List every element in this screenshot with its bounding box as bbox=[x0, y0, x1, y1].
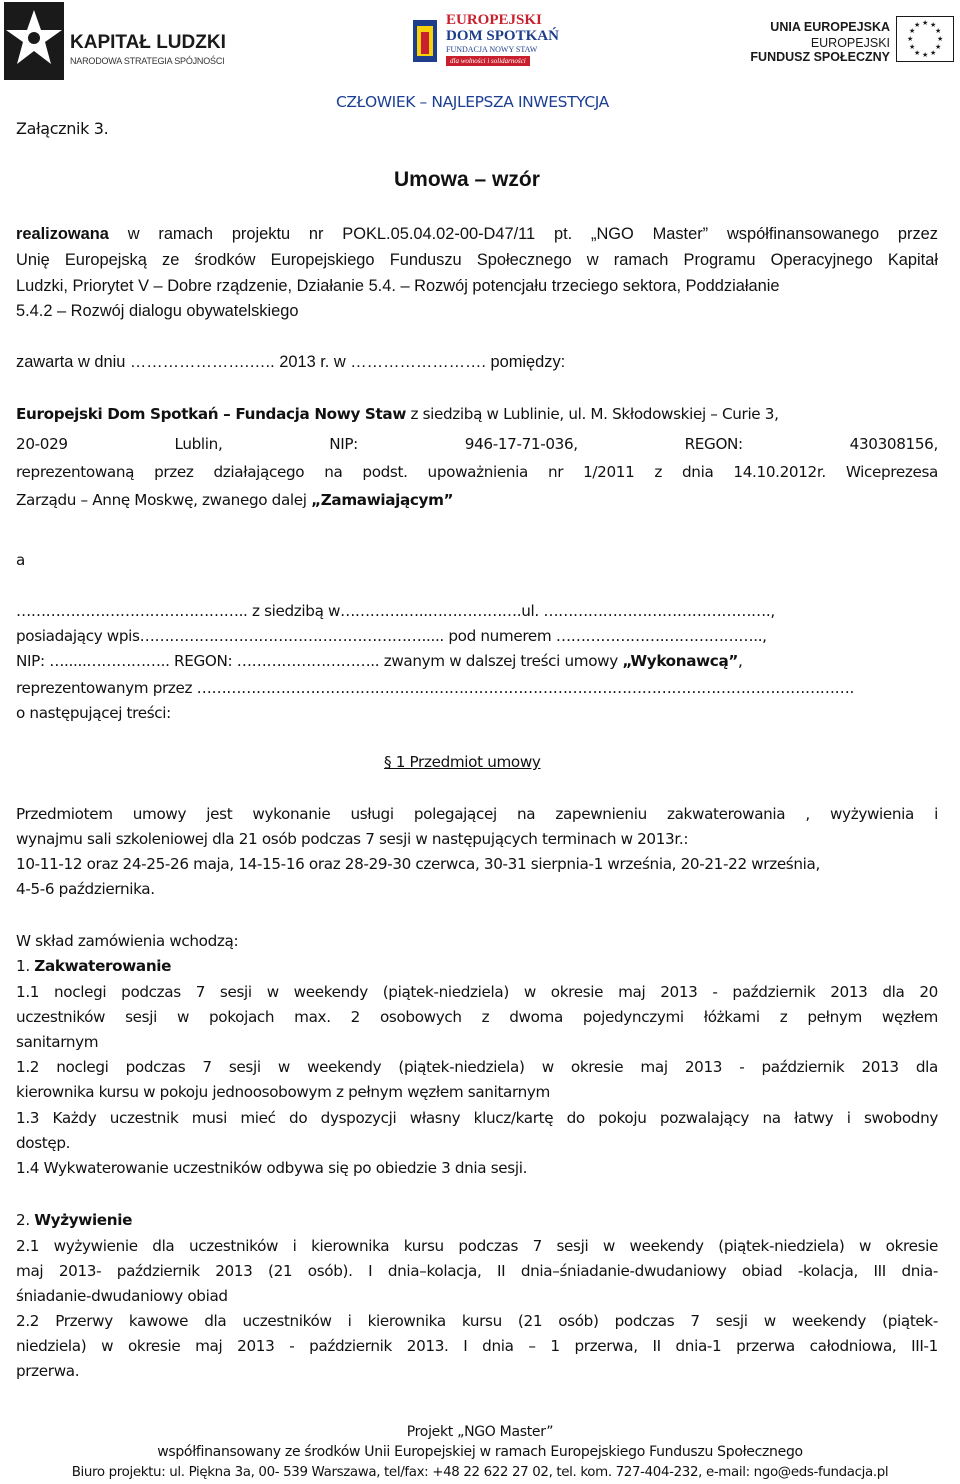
eu-line2: EUROPEJSKI bbox=[810, 36, 890, 50]
party2-ids: NIP: ….....…………….. REGON: ……………………….. zwanym w dalszej treści umowy bbox=[16, 652, 623, 670]
party1-postcode: 20-029 bbox=[16, 435, 68, 453]
party1-line-1 bbox=[16, 403, 779, 425]
svg-text:★: ★ bbox=[914, 21, 921, 29]
party2-line-4: reprezentowanym przez ……………………………………………………………………………………………………………………. bbox=[16, 679, 854, 697]
s1-para-line-4: 4-5-6 października. bbox=[16, 880, 155, 898]
item-2-2-line-1: 2.2 Przerwy kawowe dla uczestników i kierownika kursu (21 osób) podczas 7 sesji w weekendy (piątek- bbox=[16, 1312, 938, 1330]
document-title: Umowa – wzór bbox=[394, 168, 540, 191]
s1-para-line-1: Przedmiotem umowy jest wykonanie usługi polegającej na zapewnieniu zakwaterowania , wyżywienia i bbox=[16, 805, 938, 823]
item-1-heading bbox=[16, 955, 171, 977]
item-2-2-line-3: przerwa. bbox=[16, 1362, 80, 1380]
eu-line1: UNIA EUROPEJSKA bbox=[770, 20, 890, 34]
logo-kapital-ludzki bbox=[4, 2, 244, 80]
svg-text:★: ★ bbox=[907, 35, 914, 43]
party1-line-2 bbox=[16, 433, 938, 455]
party1-city: Lublin, bbox=[174, 435, 223, 453]
party1-line-4-text: Zarządu – Annę Moskwę, zwanego dalej bbox=[16, 491, 312, 509]
footer-cofinancing: współfinansowany ze środków Unii Europejskiej w ramach Europejskiego Funduszu Społecznego bbox=[157, 1444, 803, 1460]
zamawiajacy-term: „Zamawiającym” bbox=[311, 491, 454, 509]
svg-text:★: ★ bbox=[909, 43, 916, 51]
item-1-1-line-1: 1.1 noclegi podczas 7 sesji w weekendy (piątek-niedziela) w okresie maj 2013 - październik 2013 dla 20 bbox=[16, 983, 938, 1001]
item-2-1-line-1: 2.1 wyżywienie dla uczestników i kierownika kursu podczas 7 sesji w weekendy (piątek-niedziela) w okresie bbox=[16, 1237, 938, 1255]
item-2-1-line-3: śniadanie-dwudaniowy obiad bbox=[16, 1287, 228, 1305]
intro-line-2: Unię Europejską ze środków Europejskiego Funduszu Społecznego w ramach Programu Operacyjnego Kapitał bbox=[16, 251, 938, 269]
item-2-heading bbox=[16, 1209, 132, 1231]
party2-line-1: ……………………………………….. z siedzibą w………….…..……………….ul. ………………………………………., bbox=[16, 602, 775, 620]
party1-address: z siedzibą w Lublinie, ul. M. Skłodowskiej – Curie 3, bbox=[406, 405, 779, 423]
footer-project: Projekt „NGO Master” bbox=[406, 1424, 554, 1440]
intro-bold: realizowana bbox=[16, 225, 109, 243]
svg-text:★: ★ bbox=[935, 43, 942, 51]
item-1-2-line-2: kierownika kursu w pokoju jednoosobowym z pełnym węzłem sanitarnym bbox=[16, 1083, 551, 1101]
logo-eu-efs bbox=[750, 14, 956, 64]
svg-text:★: ★ bbox=[937, 35, 944, 43]
s1-para-line-2: wynajmu sali szkoleniowej dla 21 osób podczas 7 sesji w następujących terminach w 2013r.: bbox=[16, 830, 689, 848]
svg-text:★: ★ bbox=[922, 51, 929, 59]
intro-line-4: 5.4.2 – Rozwój dialogu obywatelskiego bbox=[16, 302, 299, 320]
party1-line-3: reprezentowaną przez działającego na podst. upoważnienia nr 1/2011 z dnia 14.10.2012r. Wiceprezesa bbox=[16, 463, 938, 481]
item-1-number: 1. bbox=[16, 957, 35, 975]
slogan: CZŁOWIEK – NAJLEPSZA INWESTYCJA bbox=[336, 93, 609, 111]
item-1-3-line-2: dostęp. bbox=[16, 1134, 71, 1152]
eds-house-icon bbox=[410, 14, 440, 66]
attachment-label: Załącznik 3. bbox=[16, 119, 109, 138]
eu-line3: FUNDUSZ SPOŁECZNY bbox=[750, 50, 890, 64]
eds-line1: EUROPEJSKI bbox=[446, 12, 542, 28]
svg-text:★: ★ bbox=[909, 27, 916, 35]
party1-nip-label: NIP: bbox=[329, 435, 358, 453]
svg-text:★: ★ bbox=[930, 21, 937, 29]
party2-line-3 bbox=[16, 650, 742, 672]
wykonawca-term: „Wykonawcą” bbox=[622, 652, 738, 670]
eu-flag-icon bbox=[896, 16, 954, 62]
party1-name: Europejski Dom Spotkań – Fundacja Nowy Staw bbox=[16, 405, 407, 423]
intro-line-1-text: w ramach projektu nr POKL.05.04.02-00-D47/11 pt. „NGO Master” współfinansowanego przez bbox=[108, 225, 938, 243]
svg-text:★: ★ bbox=[930, 49, 937, 57]
eds-line2: DOM SPOTKAŃ bbox=[446, 28, 559, 44]
party1-regon-value: 430308156, bbox=[849, 435, 938, 453]
item-2-1-line-2: maj 2013- październik 2013 (21 osób). I dnia–kolacja, II dnia–śniadanie-dwudaniowy obiad -kolacja, III dnia- bbox=[16, 1262, 938, 1280]
item-1-1-line-2: uczestników sesji w pokojach max. 2 osobowych z dwoma pojedynczymi łóżkami z pełnym węzłem bbox=[16, 1008, 938, 1026]
footer-contact: Biuro projektu: ul. Piękna 3a, 00- 539 Warszawa, tel/fax: +48 22 622 27 02, tel. kom. 727-404-232, e-mail: ngo@eds-fundacja.pl bbox=[71, 1465, 889, 1480]
kapital-ludzki-star-icon bbox=[4, 2, 64, 80]
scope-intro: W skład zamówienia wchodzą: bbox=[16, 932, 239, 950]
party2-comma: , bbox=[737, 652, 743, 670]
item-1-3-line-1: 1.3 Każdy uczestnik musi mieć do dyspozycji własny klucz/kartę do pokoju pozwalający na łatwy i swobodny bbox=[16, 1109, 938, 1127]
date-line: zawarta w dniu ………………….….. 2013 r. w ……………………. pomiędzy: bbox=[16, 353, 566, 371]
intro-line-3 bbox=[16, 275, 780, 297]
party2-line-2: posiadający wpis…………………………………………………..... pod numerem ………………….……………….., bbox=[16, 627, 767, 645]
item-2-number: 2. bbox=[16, 1211, 35, 1229]
item-2-2-line-2: niedziela) w okresie maj 2013 - październik 2013. I dnia – 1 przerwa, II dnia-1 przerwa całodniowa, III-1 bbox=[16, 1337, 938, 1355]
section-1-heading bbox=[384, 751, 541, 773]
party1-line-4 bbox=[16, 489, 453, 511]
item-1-title: Zakwaterowanie bbox=[34, 957, 172, 975]
kapital-ludzki-title: KAPITAŁ LUDZKI bbox=[70, 32, 226, 53]
item-1-1-line-3: sanitarnym bbox=[16, 1033, 99, 1051]
item-1-4-line-1: 1.4 Wykwaterowanie uczestników odbywa się po obiedzie 3 dnia sesji. bbox=[16, 1159, 528, 1177]
and-connector: a bbox=[16, 551, 25, 569]
item-1-2-line-1: 1.2 noclegi podczas 7 sesji w weekendy (piątek-niedziela) w okresie maj 2013 - październik 2013 dla bbox=[16, 1058, 938, 1076]
party1-regon-label: REGON: bbox=[684, 435, 743, 453]
svg-text:★: ★ bbox=[922, 19, 929, 27]
eds-tagline: dla wolności i solidarności bbox=[446, 56, 530, 66]
logo-eds bbox=[410, 10, 559, 72]
intro-line-3-text: Ludzki, Priorytet V – Dobre rządzenie, Działanie 5.4. – Rozwój potencjału trzeciego sektora, Poddziałanie bbox=[16, 277, 780, 295]
svg-text:★: ★ bbox=[935, 27, 942, 35]
party1-nip-value: 946-17-71-036, bbox=[464, 435, 578, 453]
kapital-ludzki-subtitle: NARODOWA STRATEGIA SPÓJNOŚCI bbox=[70, 56, 225, 66]
party2-line-5: o następującej treści: bbox=[16, 704, 171, 722]
intro-line-1 bbox=[16, 223, 938, 245]
section-1-heading-text: § 1 Przedmiot umowy bbox=[384, 753, 541, 771]
eds-line3: FUNDACJA NOWY STAW bbox=[446, 45, 538, 54]
s1-para-line-3: 10-11-12 oraz 24-25-26 maja, 14-15-16 oraz 28-29-30 czerwca, 30-31 sierpnia-1 września, 20-21-22 września, bbox=[16, 855, 820, 873]
svg-text:★: ★ bbox=[914, 49, 921, 57]
item-2-title: Wyżywienie bbox=[34, 1211, 133, 1229]
